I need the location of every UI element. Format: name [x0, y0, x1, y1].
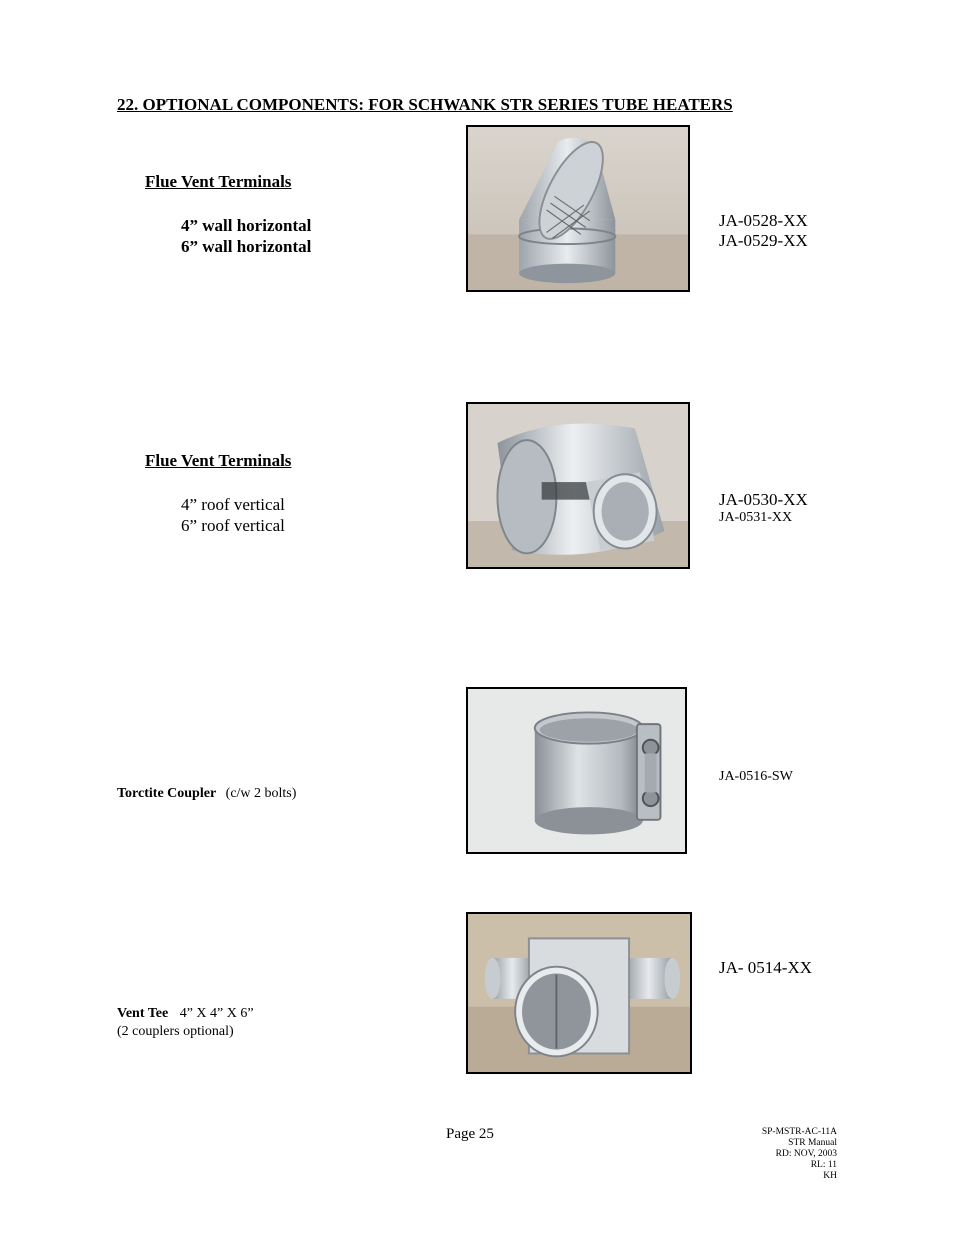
section-heading: 22. OPTIONAL COMPONENTS: FOR SCHWANK STR SERIES TUBE HEATERS	[117, 95, 733, 114]
vent-tee-photo	[466, 912, 692, 1074]
item-2-title: Flue Vent Terminals	[145, 451, 292, 470]
item-1-line-1: 4” wall horizontal	[181, 216, 312, 235]
item-2-code-1: JA-0530-XX	[719, 490, 808, 509]
roof-terminal-photo	[466, 402, 690, 569]
page-number: Page 25	[446, 1126, 494, 1142]
item-2-line-1: 4” roof vertical	[181, 495, 285, 514]
item-1-line-2: 6” wall horizontal	[181, 237, 312, 256]
item-3-code: JA-0516-SW	[719, 769, 793, 784]
item-4-note: 4” X 4” X 6”	[179, 1006, 254, 1021]
item-3-name: Torctite Coupler	[117, 786, 217, 801]
item-4-code: JA- 0514-XX	[719, 958, 813, 977]
item-2-code-2: JA-0531-XX	[719, 510, 793, 525]
item-1-code-1: JA-0528-XX	[719, 211, 808, 230]
ref-line-4: RL: 11	[810, 1160, 837, 1170]
item-4-name: Vent Tee	[117, 1006, 169, 1021]
item-2-line-2: 6” roof vertical	[181, 516, 285, 535]
document-reference	[762, 1127, 837, 1182]
item-4-label	[117, 1005, 254, 1023]
coupler-photo	[466, 687, 687, 854]
item-3-note: (c/w 2 bolts)	[225, 786, 297, 801]
wall-terminal-photo	[466, 125, 690, 292]
ref-line-3: RD: NOV, 2003	[775, 1149, 837, 1159]
ref-line-1: SP-MSTR-AC-11A	[761, 1127, 837, 1137]
ref-line-5: KH	[823, 1171, 837, 1181]
item-4-note-2: (2 couplers optional)	[117, 1024, 234, 1039]
item-3-label	[117, 785, 296, 803]
item-1-title: Flue Vent Terminals	[145, 172, 292, 191]
item-1-code-2: JA-0529-XX	[719, 231, 808, 250]
ref-line-2: STR Manual	[788, 1138, 837, 1148]
